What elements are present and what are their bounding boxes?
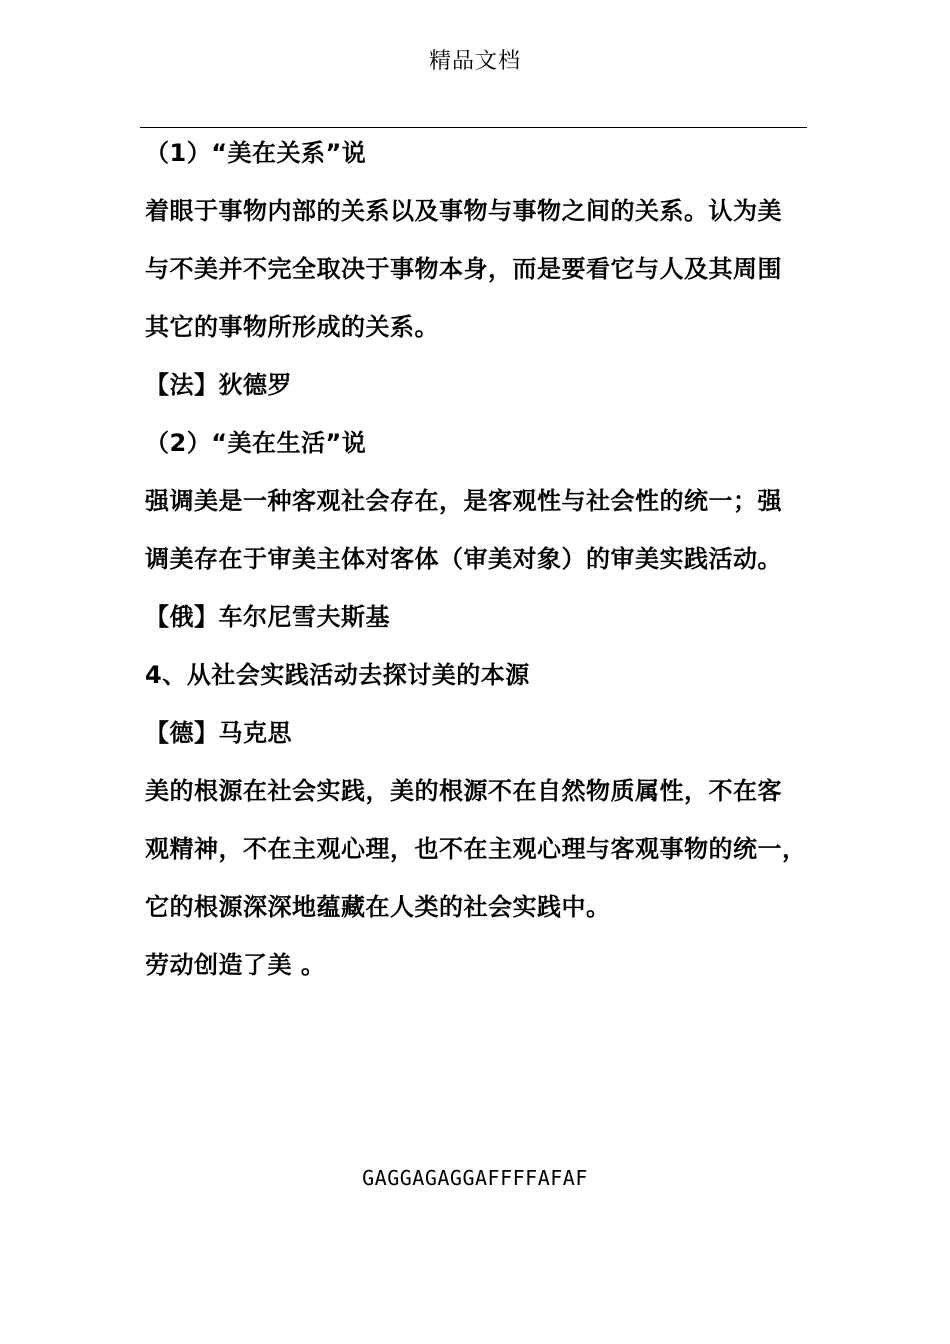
paragraph-line: 劳动创造了美 。 — [145, 951, 326, 979]
footer-code: GAGGAGAGGAFFFFAFAF — [362, 1166, 588, 1190]
section-heading: 4、从社会实践活动去探讨美的本源 — [145, 661, 530, 689]
paragraph-line: 它的根源深深地蕴藏在人类的社会实践中。 — [145, 893, 611, 921]
paragraph-line: 观精神，不在主观心理，也不在主观心理与客观事物的统一， — [145, 835, 807, 863]
author-attribution: 【德】马克思 — [145, 719, 292, 747]
page-header-title: 精品文档 — [428, 49, 521, 74]
author-attribution: 【法】狄德罗 — [145, 371, 292, 399]
header-divider — [140, 127, 807, 128]
heading-beauty-in-life: （2）“美在生活”说 — [145, 429, 367, 457]
paragraph-line: 美的根源在社会实践，美的根源不在自然物质属性，不在客 — [145, 777, 782, 805]
paragraph-line: 着眼于事物内部的关系以及事物与事物之间的关系。认为美 — [145, 197, 782, 225]
paragraph-line: 调美存在于审美主体对客体（审美对象）的审美实践活动。 — [145, 545, 782, 573]
paragraph-line: 与不美并不完全取决于事物本身，而是要看它与人及其周围 — [145, 255, 782, 283]
paragraph-line: 强调美是一种客观社会存在，是客观性与社会性的统一；强 — [145, 487, 782, 515]
paragraph-line: 其它的事物所形成的关系。 — [145, 313, 439, 341]
author-attribution: 【俄】车尔尼雪夫斯基 — [145, 603, 390, 631]
heading-beauty-in-relations: （1）“美在关系”说 — [145, 139, 367, 167]
